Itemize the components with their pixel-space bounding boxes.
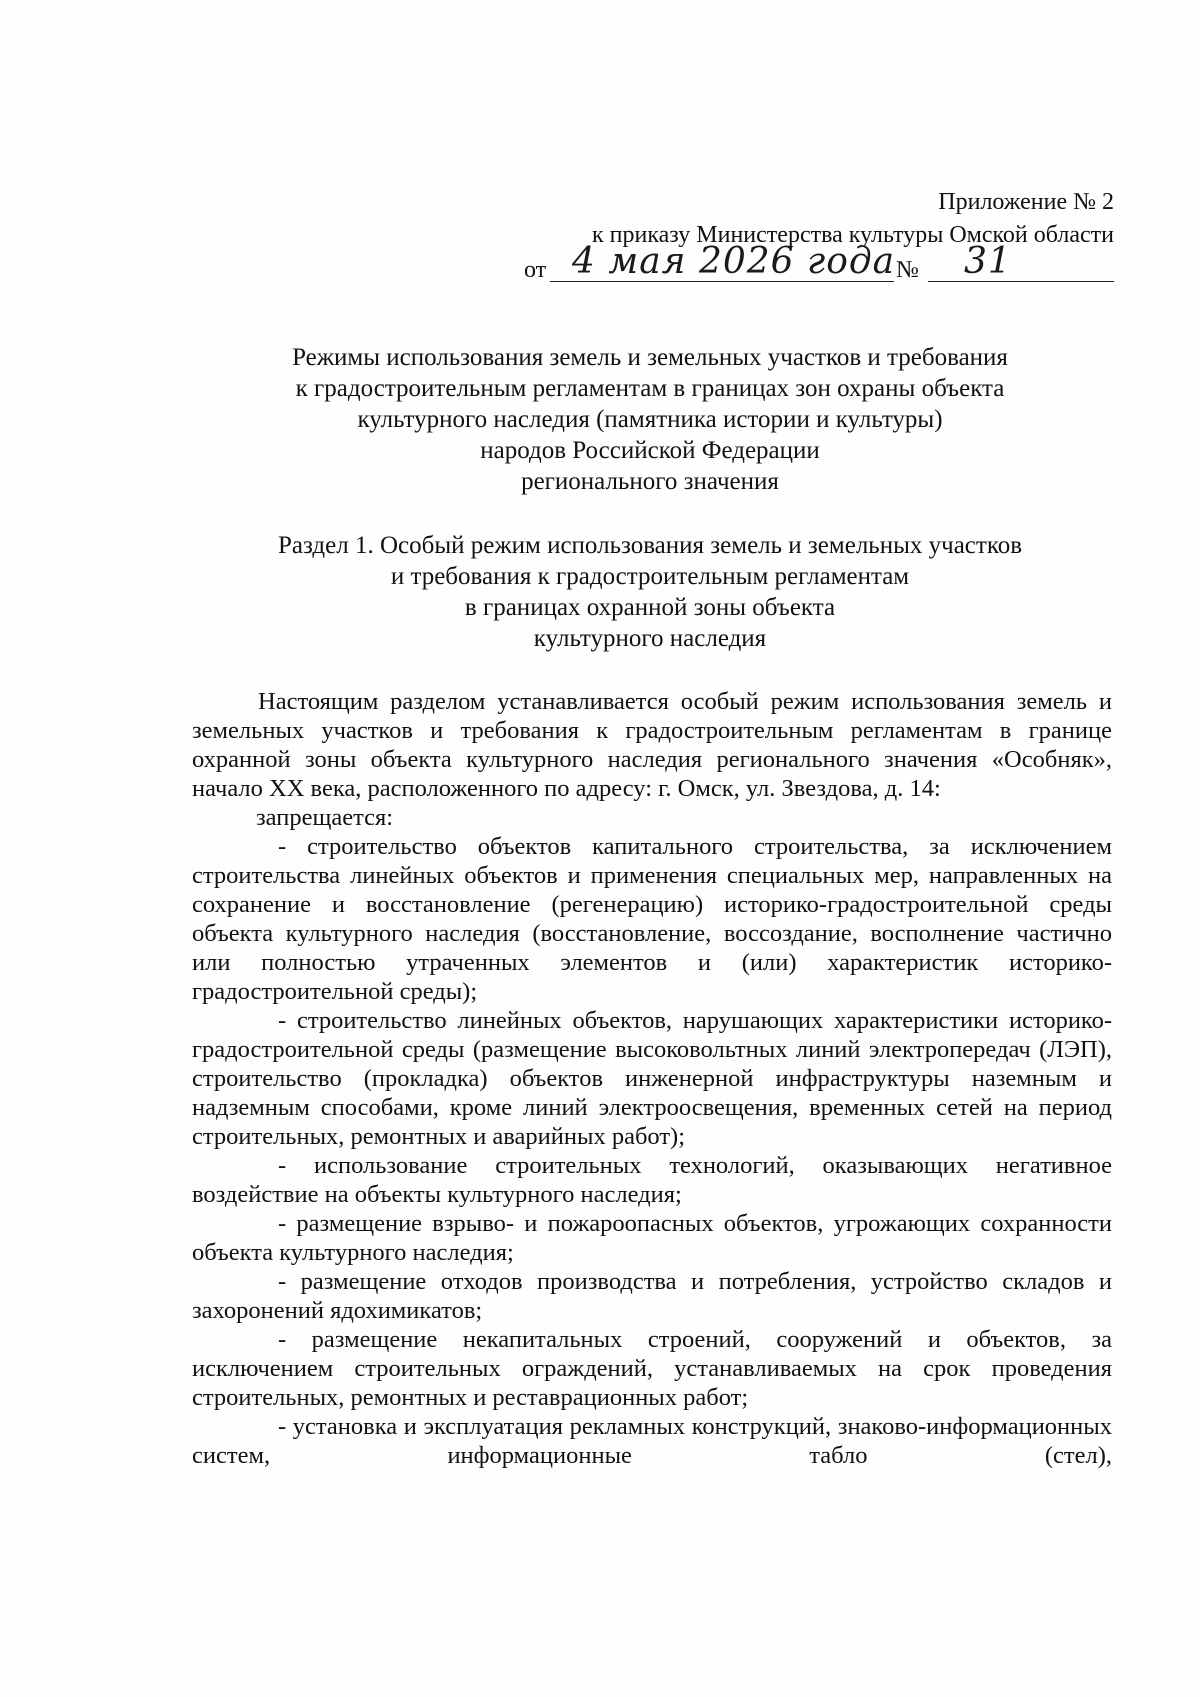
prohibited-label: запрещается: xyxy=(256,804,394,831)
from-label: от xyxy=(524,257,547,283)
list-item: - строительство линейных объектов, нарушающих характеристики историко-градостроительной среды (размещение высоковольтных линий электропередач (ЛЭП), строительство (прокладка) объектов инженерной инфраструктуры наземным и надземным способами, кроме линий электроосвещения, временных сетей на период строительных, ремонтных и аварийных работ); xyxy=(192,1007,1112,1150)
section-line: культурного наследия xyxy=(533,625,767,652)
list-item: - размещение некапитальных строений, сооружений и объектов, за исключением строительных ограждений, устанавливаемых на срок проведения строительных, ремонтных и реставрационных работ; xyxy=(192,1326,1112,1411)
appendix-number: Приложение № 2 xyxy=(938,189,1114,215)
section-line: в границах охранной зоны объекта xyxy=(464,594,836,621)
number-underline xyxy=(928,280,1114,282)
section-heading xyxy=(200,530,1100,654)
title-line: народов Российской Федерации xyxy=(480,437,820,464)
list-item: - использование строительных технологий, оказывающих негативное воздействие на объекты культурного наследия; xyxy=(192,1152,1112,1208)
list-item: - строительство объектов капитального строительства, за исключением строительства линейных объектов и применения специальных мер, направленных на сохранение и восстановление (регенерацию) историко-градостроительной среды объекта культурного наследия (восстановление, воссоздание, восполнение частично или полностью утраченных элементов и (или) характеристик историко-градостроительной среды); xyxy=(192,833,1112,1005)
list-item: - установка и эксплуатация рекламных конструкций, знаково-информационных систем, информационные табло (стел), xyxy=(192,1413,1112,1469)
intro-paragraph: Настоящим разделом устанавливается особый режим использования земель и земельных участков и требования к градостроительным регламентам в границе охранной зоны объекта культурного наследия регионального значения «Особняк», начало XX века, расположенного по адресу: г. Омск, ул. Звездова, д. 14: xyxy=(192,688,1112,802)
list-item: - размещение взрыво- и пожароопасных объектов, угрожающих сохранности объекта культурного наследия; xyxy=(192,1210,1112,1266)
handwritten-number: 31 xyxy=(964,241,1012,282)
section-line: и требования к градостроительным регламентам xyxy=(390,563,910,590)
document-body xyxy=(192,687,1112,1470)
order-date-row xyxy=(524,241,1114,288)
title-line: к градостроительным регламентам в границах зон охраны объекта xyxy=(295,375,1005,402)
handwritten-date: 4 мая 2026 года xyxy=(572,241,896,282)
title-line: Режимы использования земель и земельных участков и требования xyxy=(292,344,1008,371)
number-label: № xyxy=(896,257,919,283)
list-item: - размещение отходов производства и потребления, устройство складов и захоронений ядохимикатов; xyxy=(192,1268,1112,1324)
appendix-order-ref: к приказу Министерства культуры Омской области xyxy=(592,222,1114,248)
section-line: Раздел 1. Особый режим использования земель и земельных участков xyxy=(278,532,1022,559)
title-line: культурного наследия (памятника истории и культуры) xyxy=(357,406,943,433)
document-title xyxy=(200,342,1100,497)
title-line: регионального значения xyxy=(521,468,779,495)
